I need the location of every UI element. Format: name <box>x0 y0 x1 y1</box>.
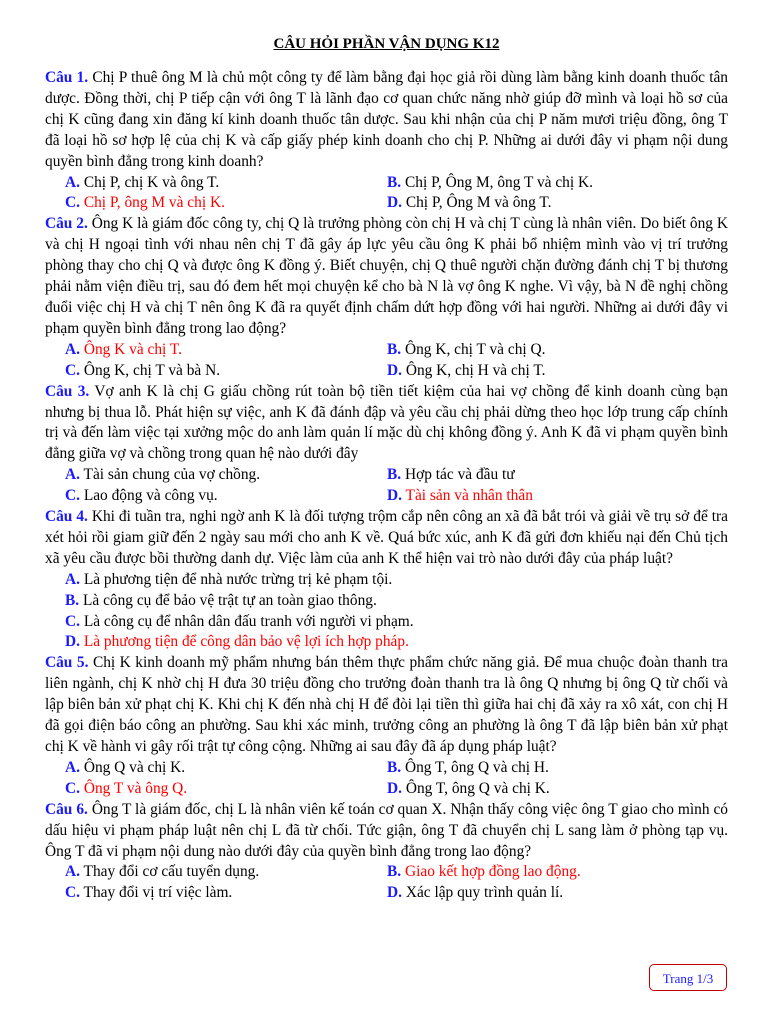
question-4-option-d: D. Là phương tiện để công dân bảo vệ lợi ích hợp pháp. <box>65 633 409 651</box>
question-5-option-a: A. Ông Q và chị K. <box>65 758 186 776</box>
question-5-options <box>45 758 728 800</box>
question-3 <box>45 382 728 507</box>
question-6-option-d: D. Xác lập quy trình quản lí. <box>387 884 564 902</box>
question-5-label: Câu 5. <box>45 654 89 672</box>
question-1-options <box>45 173 728 215</box>
question-5-stem <box>45 653 728 758</box>
question-3-options <box>45 465 728 507</box>
question-4-options <box>45 570 728 654</box>
question-4-text: Khi đi tuần tra, nghi ngờ anh K là đối tượng trộm cắp nên công an xã đã bắt trói và giải về trụ sở để tra xét hỏi rồi giam giữ đến 2 ngày sau mới cho anh K về. Quá bức xúc, anh K đã gửi đơn khiếu nại đến Chủ tịch xã yêu cầu được bồi thường danh dự. Việc làm của anh K thể hiện vai trò nào dưới đây của pháp luật? <box>45 508 728 567</box>
question-6-label: Câu 6. <box>45 800 88 818</box>
question-4-label: Câu 4. <box>45 508 88 526</box>
question-3-option-c: C. Lao động và công vụ. <box>65 487 218 505</box>
question-5-option-d: D. Ông T, ông Q và chị K. <box>387 779 550 797</box>
question-1-label: Câu 1. <box>45 69 89 86</box>
question-6-option-c: C. Thay đổi vị trí việc làm. <box>65 884 233 902</box>
question-2 <box>45 214 728 381</box>
question-4 <box>45 507 728 653</box>
question-4-option-b: B. Là công cụ để bảo vệ trật tự an toàn giao thông. <box>65 591 377 609</box>
question-4-option-a: A. Là phương tiện để nhà nước trừng trị kẻ phạm tội. <box>65 570 393 588</box>
question-3-option-b: B. Hợp tác và đầu tư <box>387 466 515 484</box>
question-6-options <box>45 862 728 904</box>
page-title: CÂU HỎI PHẦN VẬN DỤNG K12 <box>273 36 500 52</box>
question-1-option-d: D. Chị P, Ông M và ông T. <box>387 194 552 212</box>
question-1-stem <box>45 68 728 173</box>
question-2-text: Ông K là giám đốc công ty, chị Q là trưởng phòng còn chị H và chị T cùng là nhân viên. Do biết ông K và chị H ngoại tình với nhau nên chị T đã gây áp lực yêu cầu ông K phải bổ nhiệm mình vào vị trí trưởng phòng thay cho chị Q và được ông K đồng ý. Biết chuyện, chị Q thuê người chặn đường đánh chị T bị thương phải nằm viện điều trị, sau đó đem hết mọi chuyện kể cho bà N là vợ ông K nghe. Vì vậy, bà N đề nghị chồng đuổi việc chị H và chị T nên ông K đã ra quyết định chấm dứt hợp đồng với hai người. Những ai dưới đây vi phạm quyền bình đẳng trong lao động? <box>45 215 728 337</box>
question-4-stem <box>45 507 728 570</box>
question-3-option-a: A. Tài sản chung của vợ chồng. <box>65 466 261 484</box>
question-2-option-b: B. Ông K, chị T và chị Q. <box>387 340 546 358</box>
question-2-options <box>45 340 728 382</box>
question-6 <box>45 800 728 905</box>
question-4-option-c: C. Là công cụ để nhân dân đấu tranh với người vi phạm. <box>65 612 414 630</box>
question-6-text: Ông T là giám đốc, chị L là nhân viên kế toán cơ quan X. Nhận thấy công việc ông T giao cho mình có dấu hiệu vi phạm pháp luật nên chị L đã từ chối. Tức giận, ông T đã chuyển chị L sang làm ở phòng tạp vụ. Ông T đã vi phạm nội dung nào dưới đây của quyền bình đẳng trong lao động? <box>45 800 728 860</box>
question-5-option-b: B. Ông T, ông Q và chị H. <box>387 758 549 776</box>
question-1-option-c: C. Chị P, ông M và chị K. <box>65 194 225 212</box>
question-2-option-d: D. Ông K, chị H và chị T. <box>387 361 546 379</box>
question-1 <box>45 68 728 214</box>
question-3-label: Câu 3. <box>45 382 90 400</box>
question-2-stem <box>45 214 728 339</box>
document-page <box>45 34 728 904</box>
question-2-option-c: C. Ông K, chị T và bà N. <box>65 361 221 379</box>
question-5 <box>45 653 728 799</box>
question-5-option-c: C. Ông T và ông Q. <box>65 779 188 797</box>
question-6-stem <box>45 800 728 863</box>
question-3-stem <box>45 382 728 466</box>
page-number-badge: Trang 1/3 <box>649 964 727 991</box>
question-5-text: Chị K kinh doanh mỹ phẩm nhưng bán thêm thực phẩm chức năng giả. Để mua chuộc đoàn thanh tra liên ngành, chị K nhờ chị H đưa 30 triệu đồng cho trưởng đoàn thanh tra là ông Q nhưng bị ông Q từ chối và lập biên bản xử phạt chị K. Khi chị K đến nhà chị H để đòi lại tiền thì giữa hai chị đã xảy ra xô xát, con chị H đã gọi điện báo công an phường. Sau khi xác minh, trưởng công an phường là ông T đã lập biên bản xử phạt chị K về hành vi gây rối trật tự công cộng. Những ai sau đây đã áp dụng pháp luật? <box>45 654 728 755</box>
question-1-option-a: A. Chị P, chị K và ông T. <box>65 173 220 191</box>
question-1-text: Chị P thuê ông M là chủ một công ty để làm bằng đại học giả rồi dùng làm bằng kinh doanh thuốc tân dược. Đồng thời, chị P tiếp cận với ông T là lãnh đạo cơ quan chức năng nhờ giúp đỡ mình và loại hồ sơ của chị K cũng đang xin đăng kí kinh doanh thuốc tân dược. Sau khi nhận của chị P năm mươi triệu đồng, ông T đã loại hồ sơ hợp lệ của chị K và cấp giấy phép kinh doanh cho chị P. Những ai dưới đây vi phạm nội dung quyền bình đẳng trong kinh doanh? <box>45 69 728 170</box>
question-3-option-d: D. Tài sản và nhân thân <box>387 487 533 505</box>
question-6-option-b: B. Giao kết hợp đồng lao động. <box>387 863 581 881</box>
question-6-option-a: A. Thay đổi cơ cấu tuyển dụng. <box>65 863 260 881</box>
question-2-label: Câu 2. <box>45 215 88 233</box>
question-1-option-b: B. Chị P, Ông M, ông T và chị K. <box>387 173 593 191</box>
question-2-option-a: A. Ông K và chị T. <box>65 340 182 358</box>
question-3-text: Vợ anh K là chị G giấu chồng rút toàn bộ tiền tiết kiệm của hai vợ chồng để kinh doanh cùng bạn nhưng bị thua lỗ. Phát hiện sự việc, anh K đã đánh đập và yêu cầu chị phải dừng theo học lớp trung cấp chính trị và đến làm việc tại xưởng mộc do anh làm quản lí mặc dù chị không đồng ý. Anh K đã vi phạm quyền bình đẳng giữa vợ và chồng trong quan hệ nào dưới đây <box>45 382 728 463</box>
